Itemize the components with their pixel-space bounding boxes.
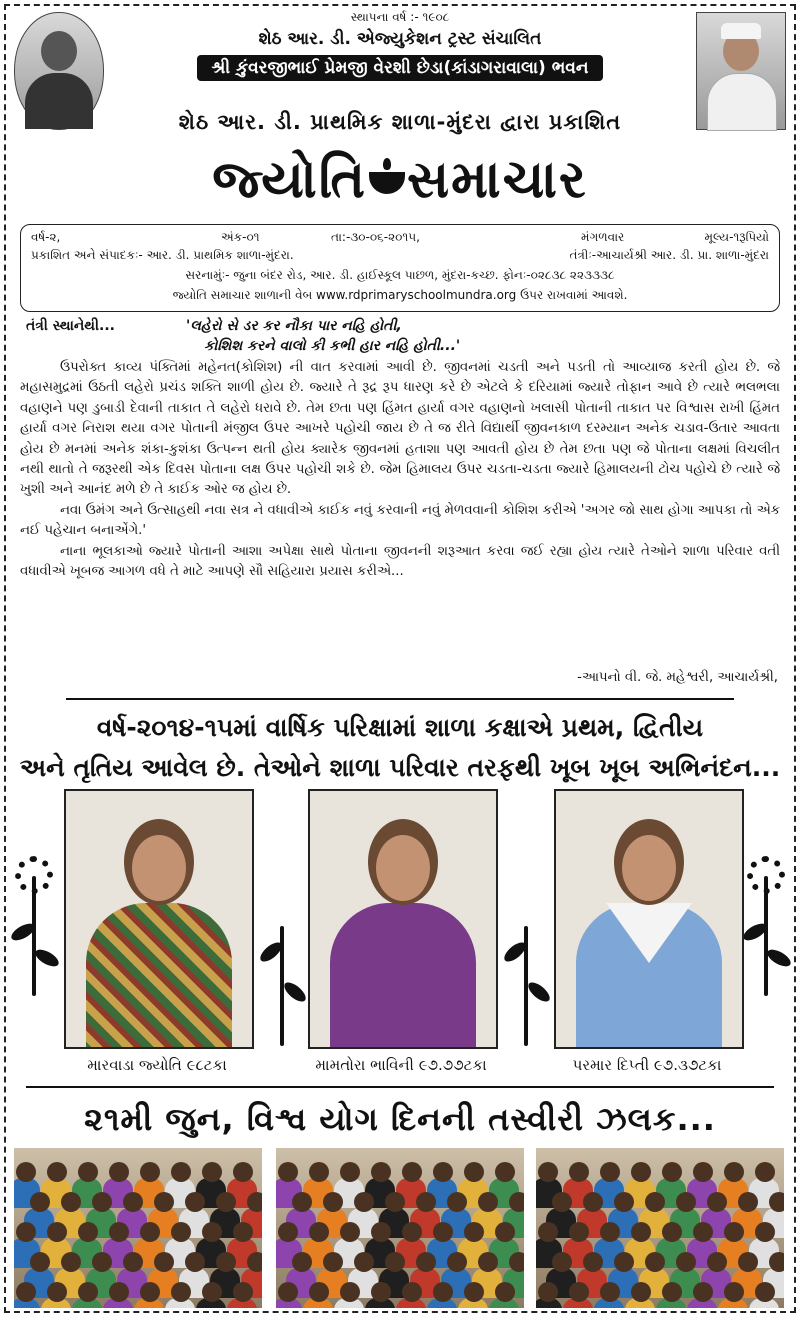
yoga-child-head bbox=[371, 1162, 391, 1182]
congrats-line-1: વર્ષ-૨૦૧૪-૧૫માં વાર્ષિક પરિક્ષામાં શાળા કક્ષાએ પ્રથમ, દ્વિતીય bbox=[96, 713, 704, 742]
floral-ornament-left bbox=[10, 856, 60, 1006]
yoga-child-head bbox=[569, 1222, 589, 1242]
yoga-child-head bbox=[769, 1252, 784, 1272]
yoga-child-head bbox=[233, 1162, 253, 1182]
yoga-child-head bbox=[724, 1282, 744, 1302]
yoga-child-head bbox=[78, 1282, 98, 1302]
diya-lamp-icon bbox=[369, 172, 405, 194]
yoga-child-head bbox=[216, 1252, 236, 1272]
yoga-child-head bbox=[583, 1192, 603, 1212]
issue-info-box bbox=[20, 224, 780, 312]
yoga-child-head bbox=[247, 1192, 262, 1212]
yoga-child-head bbox=[140, 1222, 160, 1242]
yoga-child-head bbox=[78, 1222, 98, 1242]
yoga-child-head bbox=[631, 1282, 651, 1302]
yoga-child-head bbox=[309, 1282, 329, 1302]
yoga-child-head bbox=[662, 1222, 682, 1242]
yoga-child-head bbox=[569, 1162, 589, 1182]
yoga-child-head bbox=[109, 1222, 129, 1242]
yoga-photo-1 bbox=[14, 1148, 262, 1308]
issue-number: અંક-૦૧ bbox=[221, 230, 260, 244]
yoga-child-head bbox=[371, 1222, 391, 1242]
yoga-child-head bbox=[433, 1162, 453, 1182]
yoga-photo-3 bbox=[536, 1148, 784, 1308]
congrats-line-2: અને તૃતિય આવેલ છે. તેઓને શાળા પરિવાર તરફથી ખૂબ ખૂબ અભિનંદન... bbox=[19, 753, 781, 782]
yoga-child-head bbox=[202, 1282, 222, 1302]
yoga-child-head bbox=[171, 1282, 191, 1302]
yoga-photo-2 bbox=[276, 1148, 524, 1308]
yoga-child-head bbox=[707, 1192, 727, 1212]
yoga-child-head bbox=[123, 1252, 143, 1272]
yoga-child-head bbox=[509, 1252, 524, 1272]
editorial-label: તંત્રી સ્થાનેથી... bbox=[26, 318, 115, 334]
website-info: જ્યોતિ સમાચાર શાળાની વેબ www.rdprimaryschoolmundra.org ઉપર રાખવામાં આવશે. bbox=[172, 288, 628, 302]
yoga-child-head bbox=[569, 1282, 589, 1302]
yoga-child-head bbox=[16, 1222, 36, 1242]
yoga-child-head bbox=[464, 1282, 484, 1302]
yoga-child-head bbox=[755, 1282, 775, 1302]
yoga-child-head bbox=[495, 1222, 515, 1242]
yoga-child-head bbox=[278, 1282, 298, 1302]
yoga-child-head bbox=[78, 1162, 98, 1182]
yoga-child-head bbox=[769, 1192, 784, 1212]
paragraph-2: નવા ઉમંગ અને ઉત્સાહથી નવા સત્ર ને વધાવીએ કાઈક નવું કરવાની નવું મેળવવાની કોશિશ કરીએ 'અગર જો સાથ હોગા આપકા તો એક નઈ પહેચાન બનાએંગે.' bbox=[20, 502, 781, 539]
issue-date: તા:-૩૦-૦૬-૨૦૧૫, bbox=[331, 230, 420, 244]
publisher-info: પ્રકાશિત અને સંપાદકઃ- આર. ડી. પ્રાથમિક શાળા-મુંદરા. bbox=[31, 248, 294, 262]
yoga-child-head bbox=[402, 1162, 422, 1182]
yoga-child-head bbox=[693, 1282, 713, 1302]
floral-ornament-right bbox=[742, 856, 792, 1006]
paragraph-1: ઉપરોક્ત કાવ્ય પંક્તિમાં મહેનત(કોશિશ) ની વાત કરવામાં આવી છે. જીવનમાં ચડતી અને પડતી તો આવ્યાજ કરતી હોય છે. જે મહાસમુદ્રમાં ઉઠતી લહેરો પ્રચંડ શક્તિ શાળી હોય છે. જ્યારે તે રૂદ્ર રૂપ ધારણ કરે છે એટલે કે દરિયામાં જ્યારે તોફાન આવે છે ત્યારે ભલભલા વહાણને પણ ડુબાડી દેવાની તાકાત તે લહેરો ધરાવે છે. તેમ છતા પણ હિંમત હાર્યા વગર વહાણનો ખલાસી પોતાની તાકાત પર વિશ્વાસ રાખી હિંમત હાર્યા વગર નિરાશ થયા વગર પોતાની મંજીલ ઉપર આખરે પહોચી જાય છે તે જ રીતે વિદ્યાર્થી જીવનકાળ દરમ્યાન અનેક ચડાવ-ઉતાર આવતા હોય છે મનમાં અનેક શંકા-કુશંકા ઉત્પન્ન થતી હોય ક્યારેક જીવનમાં હતાશા પણ આવતી હોય છે તેમ છતા પણ જે પોતાના લક્ષમાં વિચલીત નથી થાતો તે જરૂરથી એક દિવસ પોતાના લક્ષ ઉપર પહોચી શકે છે. જેમ હિમાલય ઉપર ચડતા-ચડતા જ્યારે હિમાલયની ટોચ પહોચે છે ત્યારે જે ખુશી અને આનંદ મળે છે તે કાઈક ઓર જ હોય છે. bbox=[20, 360, 780, 498]
student-photo-1 bbox=[64, 789, 254, 1049]
yoga-child-head bbox=[61, 1192, 81, 1212]
yoga-child-head bbox=[676, 1192, 696, 1212]
poem-line-2: કોશિશ કરને વાલો કી કભી હાર નહિ હોતી...' bbox=[204, 338, 461, 354]
yoga-child-head bbox=[509, 1192, 524, 1212]
student-caption-2: મામતોરા ભાવિની ૯૭.૭૭ટકા bbox=[315, 1056, 487, 1074]
issue-year: વર્ષ-૨, bbox=[31, 230, 61, 244]
masthead-title bbox=[6, 150, 794, 210]
yoga-child-head bbox=[600, 1282, 620, 1302]
yoga-day-title: ૨૧મી જુન, વિશ્વ યોગ દિનની તસ્વીરી ઝલક... bbox=[84, 1100, 716, 1138]
trust-line: શેઠ આર. ડી. એજ્યુકેશન ટ્રસ્ટ સંચાલિત bbox=[258, 29, 542, 49]
paragraph-3: નાના ભૂલકાઓ જ્યારે પોતાની આશા અપેક્ષા સાથે પોતાના જીવનની શરૂઆત કરવા જઈ રહ્યા હોય ત્યારે તેઓને શાળા પરિવાર વતી વધાવીએ ખૂબજ આગળ વધે તે માટે આપણે સૌ સહિયારા પ્રયાસ કરીએ... bbox=[20, 543, 780, 580]
masthead-left: જ્યોતિ bbox=[212, 150, 368, 210]
yoga-child-head bbox=[292, 1252, 312, 1272]
yoga-child-head bbox=[662, 1282, 682, 1302]
yoga-child-head bbox=[614, 1252, 634, 1272]
divider-bottom bbox=[26, 1086, 774, 1088]
yoga-child-head bbox=[154, 1252, 174, 1272]
yoga-child-head bbox=[433, 1282, 453, 1302]
student-photo-2 bbox=[308, 789, 498, 1049]
yoga-child-head bbox=[323, 1252, 343, 1272]
yoga-child-head bbox=[171, 1222, 191, 1242]
yoga-child-head bbox=[140, 1162, 160, 1182]
yoga-child-head bbox=[340, 1282, 360, 1302]
yoga-child-head bbox=[416, 1252, 436, 1272]
yoga-child-head bbox=[583, 1252, 603, 1272]
yoga-child-head bbox=[340, 1222, 360, 1242]
yoga-child-head bbox=[433, 1222, 453, 1242]
yoga-child-head bbox=[16, 1162, 36, 1182]
yoga-child-head bbox=[631, 1222, 651, 1242]
yoga-child-head bbox=[600, 1222, 620, 1242]
editorial-article bbox=[20, 358, 780, 582]
yoga-child-head bbox=[309, 1162, 329, 1182]
yoga-child-head bbox=[16, 1282, 36, 1302]
yoga-child-head bbox=[371, 1282, 391, 1302]
yoga-child-head bbox=[707, 1252, 727, 1272]
yoga-child-head bbox=[354, 1192, 374, 1212]
newsletter-page bbox=[4, 4, 796, 1313]
yoga-child-head bbox=[47, 1162, 67, 1182]
yoga-child-head bbox=[30, 1252, 50, 1272]
yoga-child-head bbox=[676, 1252, 696, 1272]
yoga-child-head bbox=[292, 1192, 312, 1212]
header-block bbox=[106, 10, 694, 81]
yoga-child-head bbox=[340, 1162, 360, 1182]
yoga-child-head bbox=[216, 1192, 236, 1212]
yoga-child-head bbox=[552, 1252, 572, 1272]
yoga-child-head bbox=[464, 1162, 484, 1182]
yoga-child-head bbox=[416, 1192, 436, 1212]
yoga-child-head bbox=[202, 1162, 222, 1182]
yoga-child-head bbox=[402, 1222, 422, 1242]
yoga-child-head bbox=[755, 1222, 775, 1242]
yoga-child-head bbox=[30, 1192, 50, 1212]
yoga-child-head bbox=[614, 1192, 634, 1212]
yoga-child-head bbox=[247, 1252, 262, 1272]
address-info: સરનામુંઃ- જુના બંદર રોડ, આર. ડી. હાઈસ્કૂલ પાછળ, મુંદરા-કચ્છ. ફોનઃ-૦૨૮૩૮ ૨૨૩૩૩૮ bbox=[185, 268, 615, 282]
yoga-child-head bbox=[447, 1252, 467, 1272]
congrats-heading bbox=[16, 708, 784, 788]
yoga-child-head bbox=[309, 1222, 329, 1242]
yoga-child-head bbox=[600, 1162, 620, 1182]
yoga-child-head bbox=[645, 1252, 665, 1272]
yoga-child-head bbox=[109, 1162, 129, 1182]
yoga-child-head bbox=[92, 1192, 112, 1212]
yoga-child-head bbox=[109, 1282, 129, 1302]
editorial-poem bbox=[186, 316, 460, 356]
issue-day: મંગળવાર bbox=[581, 230, 625, 244]
yoga-child-head bbox=[47, 1222, 67, 1242]
editor-info: તંત્રીઃ-આચાર્યશ્રી આર. ડી. પ્રા. શાળા-મુંદરા bbox=[569, 248, 769, 262]
student-caption-3: પરમાર દિપ્તી ૯૭.૩૭ટકા bbox=[572, 1056, 722, 1074]
established-year: સ્થાપના વર્ષ :- ૧૯૦૮ bbox=[350, 10, 450, 24]
yoga-child-head bbox=[385, 1252, 405, 1272]
yoga-child-head bbox=[154, 1192, 174, 1212]
yoga-child-head bbox=[447, 1192, 467, 1212]
yoga-child-head bbox=[724, 1162, 744, 1182]
yoga-child-head bbox=[233, 1222, 253, 1242]
publisher-line: શેઠ આર. ડી. પ્રાથમિક શાળા-મુંદરા દ્વારા પ્રકાશિત bbox=[178, 110, 622, 134]
yoga-child-head bbox=[693, 1222, 713, 1242]
yoga-child-head bbox=[738, 1252, 758, 1272]
yoga-child-head bbox=[92, 1252, 112, 1272]
yoga-child-head bbox=[47, 1282, 67, 1302]
student-caption-1: મારવાડા જ્યોતિ ૯૮ટકા bbox=[87, 1056, 227, 1074]
yoga-child-head bbox=[140, 1282, 160, 1302]
yoga-child-head bbox=[662, 1162, 682, 1182]
yoga-child-head bbox=[478, 1192, 498, 1212]
yoga-child-head bbox=[538, 1222, 558, 1242]
yoga-child-head bbox=[538, 1282, 558, 1302]
yoga-child-head bbox=[631, 1162, 651, 1182]
yoga-child-head bbox=[123, 1192, 143, 1212]
yoga-child-head bbox=[278, 1222, 298, 1242]
yoga-child-head bbox=[645, 1192, 665, 1212]
yoga-child-head bbox=[385, 1192, 405, 1212]
yoga-child-head bbox=[464, 1222, 484, 1242]
yoga-child-head bbox=[738, 1192, 758, 1212]
yoga-child-head bbox=[478, 1252, 498, 1272]
yoga-child-head bbox=[552, 1192, 572, 1212]
yoga-child-head bbox=[185, 1192, 205, 1212]
yoga-child-head bbox=[323, 1192, 343, 1212]
yoga-child-head bbox=[61, 1252, 81, 1272]
yoga-child-head bbox=[755, 1162, 775, 1182]
yoga-child-head bbox=[278, 1162, 298, 1182]
issue-price: મૂલ્ય-૧રૂપિયો bbox=[704, 230, 769, 244]
yoga-child-head bbox=[354, 1252, 374, 1272]
poem-line-1: 'લહેરો સે ડર કર નૌકા પાર નહિ હોતી, bbox=[186, 318, 402, 334]
bhavan-banner: શ્રી કુંવરજીભાઈ પ્રેમજી વેરશી છેડા(કાંડાગરાવાલા) ભવન bbox=[197, 55, 602, 81]
masthead-right: સમાચાર bbox=[407, 150, 588, 210]
yoga-child-head bbox=[495, 1162, 515, 1182]
floral-ornament-mid-right bbox=[502, 906, 552, 1056]
yoga-child-head bbox=[495, 1282, 515, 1302]
editorial-signature: -આપનો વી. જે. મહેશ્વરી, આચાર્યશ્રી, bbox=[577, 670, 778, 685]
yoga-child-head bbox=[538, 1162, 558, 1182]
yoga-child-head bbox=[185, 1252, 205, 1272]
yoga-child-head bbox=[724, 1222, 744, 1242]
yoga-child-head bbox=[171, 1162, 191, 1182]
student-photo-3 bbox=[554, 789, 744, 1049]
divider-top bbox=[66, 698, 734, 700]
yoga-child-head bbox=[202, 1222, 222, 1242]
floral-ornament-mid-left bbox=[258, 906, 308, 1056]
yoga-child-head bbox=[402, 1282, 422, 1302]
yoga-child-head bbox=[693, 1162, 713, 1182]
yoga-child-head bbox=[233, 1282, 253, 1302]
